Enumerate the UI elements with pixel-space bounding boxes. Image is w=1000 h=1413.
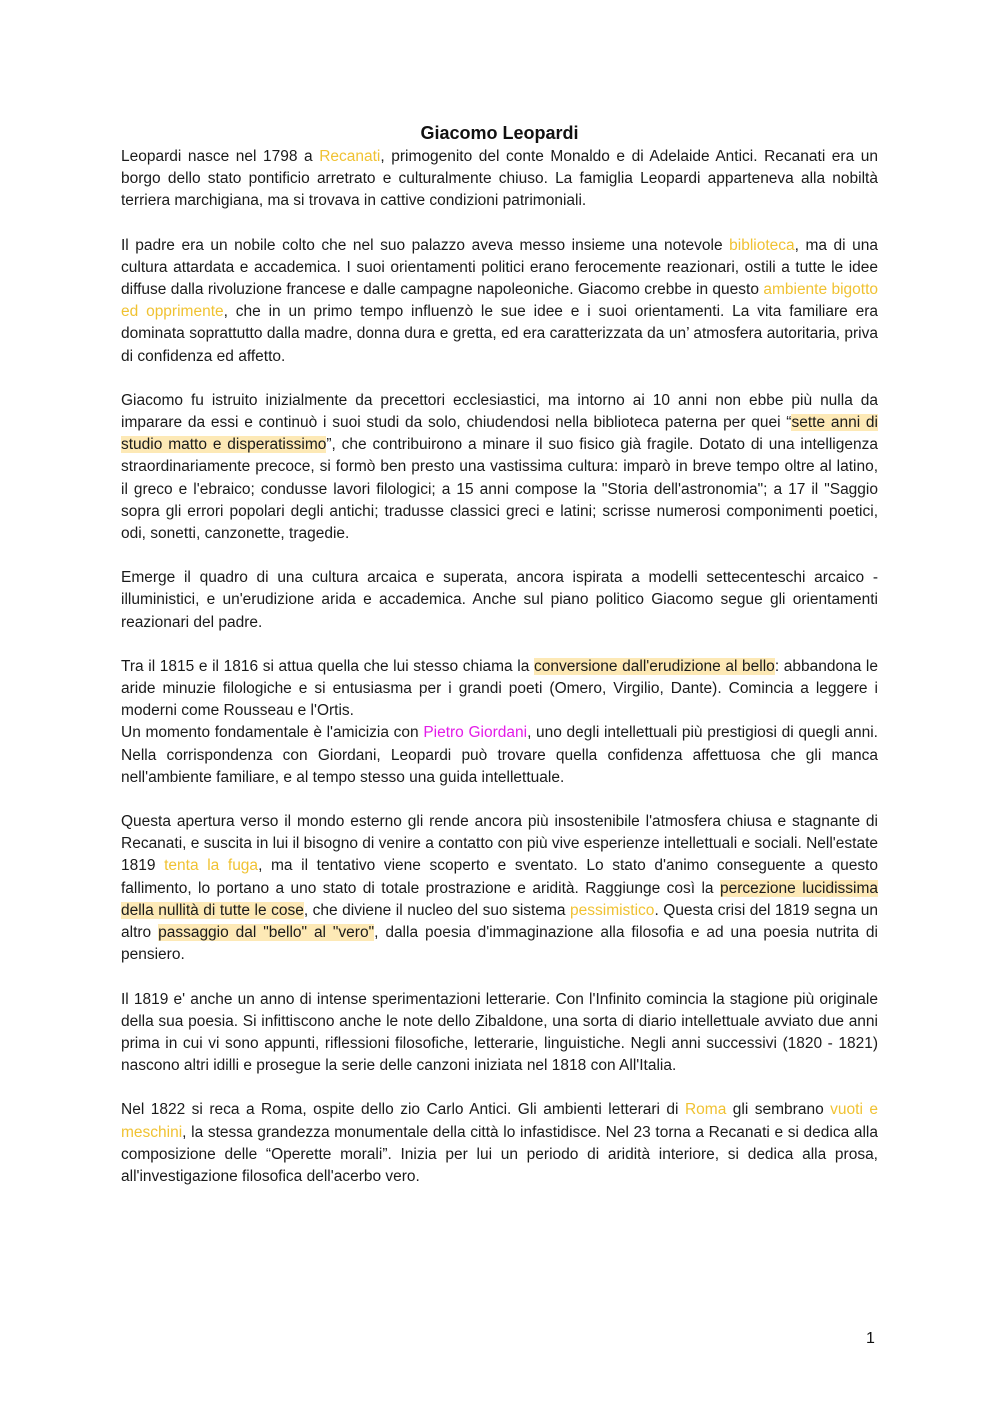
text-run: , che in un primo tempo influenzò le sue idee e i suoi orientamenti. La vita familiare era dominata soprattutto dalla madre, donna dura e gretta, ed era caratterizzata da un’ atmosfera autoritaria, priva di confidenza ed affetto. (121, 303, 878, 365)
text-run: Nel 1822 si reca a Roma, ospite dello zio Carlo Antici. Gli ambienti letterari di (121, 1101, 685, 1119)
text-run: Un momento fondamentale è l'amicizia con (121, 724, 424, 742)
paragraph (121, 989, 878, 1078)
text-run: Il padre era un nobile colto che nel suo palazzo aveva messo insieme una notevole (121, 236, 730, 254)
paragraph (121, 722, 878, 789)
text-run: Leopardi nasce nel 1798 a (121, 148, 320, 165)
marked-phrase: conversione dall'erudizione al bello (533, 657, 775, 675)
highlighted-term: vuoti e meschini (121, 1101, 878, 1141)
text-run: ”, che contribuirono a minare il suo fisico già fragile. Dotato di una intelligenza straordinariamente precoce, si formò ben presto una vastissima cultura: imparò in breve tempo oltre al latino, il greco e l'ebraico; condusse lavori filologici; a 15 anni compose la "Storia dell'astronomia"; a 17 il "Saggio sopra gli errori popolari degli antichi; tradusse classici greci e latini; scrisse numerosi componimenti poetici, odi, sonetti, canzonette, tragedie. (121, 436, 878, 543)
text-run: , che diviene il nucleo del suo sistema (303, 901, 571, 919)
text-run: Giacomo fu istruito inizialmente da precettori ecclesiastici, ma intorno ai 10 anni non ebbe più nulla da imparare da essi e continuò i suoi studi da solo, chiudendosi nella biblioteca paterna per quei “ (121, 391, 878, 432)
text-run: , la stessa grandezza monumentale della città lo infastidisce. Nel 23 torna a Recanati e si dedica alla composizione delle “Operette morali”. Inizia per lui un periodo di aridità interiore, si dedica alla prosa, all'investigazione filosofica dell'acerbo vero. (121, 1123, 878, 1185)
text-run: : abbandona le aride minuzie filologiche e si entusiasma per i grandi poeti (Omero, Virgilio, Dante). Comincia a leggere i moderni come Rousseau e l'Ortis. (121, 657, 878, 720)
paragraph-container (121, 146, 878, 1188)
highlighted-term: Roma (684, 1101, 727, 1119)
text-run: , uno degli intellettuali più prestigiosi di quegli anni. Nella corrispondenza con Giordani, Leopardi può trovare quella confidenza affettuosa che gli manca nell'ambiente familiare, e al tempo stesso una guida intellettuale. (121, 724, 878, 786)
document-title: Giacomo Leopardi (420, 123, 579, 143)
text-run: , ma il tentativo viene scoperto e sventato. Lo stato d'animo conseguente a questo fallimento, lo portano a uno stato di totale prostrazione e aridità. Raggiunge così la (121, 857, 878, 897)
paragraph (121, 146, 878, 213)
paragraph (121, 567, 878, 634)
text-run: Il 1819 e' anche un anno di intense sperimentazioni letterarie. Con l'Infinito comincia la stagione più originale della sua poesia. Si infittiscono anche le note dello Zibaldone, una sorta di diario intellettuale avviato due anni prima in cui vi sono appunti, riflessioni filosofiche, letterarie, linguistiche. Negli anni successivi (1820 - 1821) nascono altri idilli e prosegue la serie delle canzoni iniziata nel 1818 con All'Italia. (121, 990, 878, 1075)
highlighted-term: tenta la fuga (164, 857, 259, 875)
paragraph (121, 235, 878, 368)
highlighted-name: Pietro Giordani (423, 724, 528, 742)
text-run: gli sembrano (726, 1101, 831, 1119)
highlighted-term: Recanati (319, 148, 381, 165)
text-run: Questa apertura verso il mondo esterno gli rende ancora più insostenibile l'atmosfera chiusa e stagnante di Recanati, e suscita in lui il bisogno di venire a contatto con più vive esperienze intellettuali e sociali. Nell'estate 1819 (121, 813, 878, 875)
text-run: , ma di una cultura attardata e accademica. I suoi orientamenti politici erano ferocemente reazionari, ostili a tutte le idee diffuse dalla rivoluzione francese e dalle campagne napoleoniche. Giacomo crebbe in questo (121, 236, 879, 299)
paragraph (121, 656, 878, 723)
page-number: 1 (866, 1330, 875, 1347)
marked-phrase: passaggio dal "bello" al "vero" (158, 924, 375, 942)
marked-phrase: percezione lucidissima della nullità di tutte le cose (121, 879, 879, 919)
marked-phrase: sette anni di studio matto e disperatissimo (121, 414, 878, 454)
text-run: , primogenito del conte Monaldo e di Adelaide Antici. Recanati era un borgo dello stato pontificio arretrato e culturalmente chiuso. La famiglia Leopardi apparteneva alla nobiltà terriera marchigiana, ma si trovava in cattive condizioni patrimoniali. (121, 148, 878, 210)
text-run: , dalla poesia d'immaginazione alla filosofia e ad una poesia nutrita di pensiero. (121, 924, 878, 964)
highlighted-term: pessimistico (570, 901, 655, 919)
highlighted-term: biblioteca (729, 236, 795, 254)
document-body (121, 120, 878, 1210)
paragraph (121, 811, 878, 966)
text-run: Emerge il quadro di una cultura arcaica e superata, ancora ispirata a modelli settecenteschi arcaico - illuministici, e un'erudizione arida e accademica. Anche sul piano politico Giacomo segue gli orientamenti reazionari del padre. (121, 569, 878, 631)
paragraph (121, 1099, 878, 1188)
text-run: . Questa crisi del 1819 segna un altro (121, 901, 878, 942)
highlighted-term: ambiente bigotto ed opprimente (121, 281, 879, 321)
text-run: Tra il 1815 e il 1816 si attua quella che lui stesso chiama la (121, 657, 534, 675)
paragraph (121, 390, 878, 545)
